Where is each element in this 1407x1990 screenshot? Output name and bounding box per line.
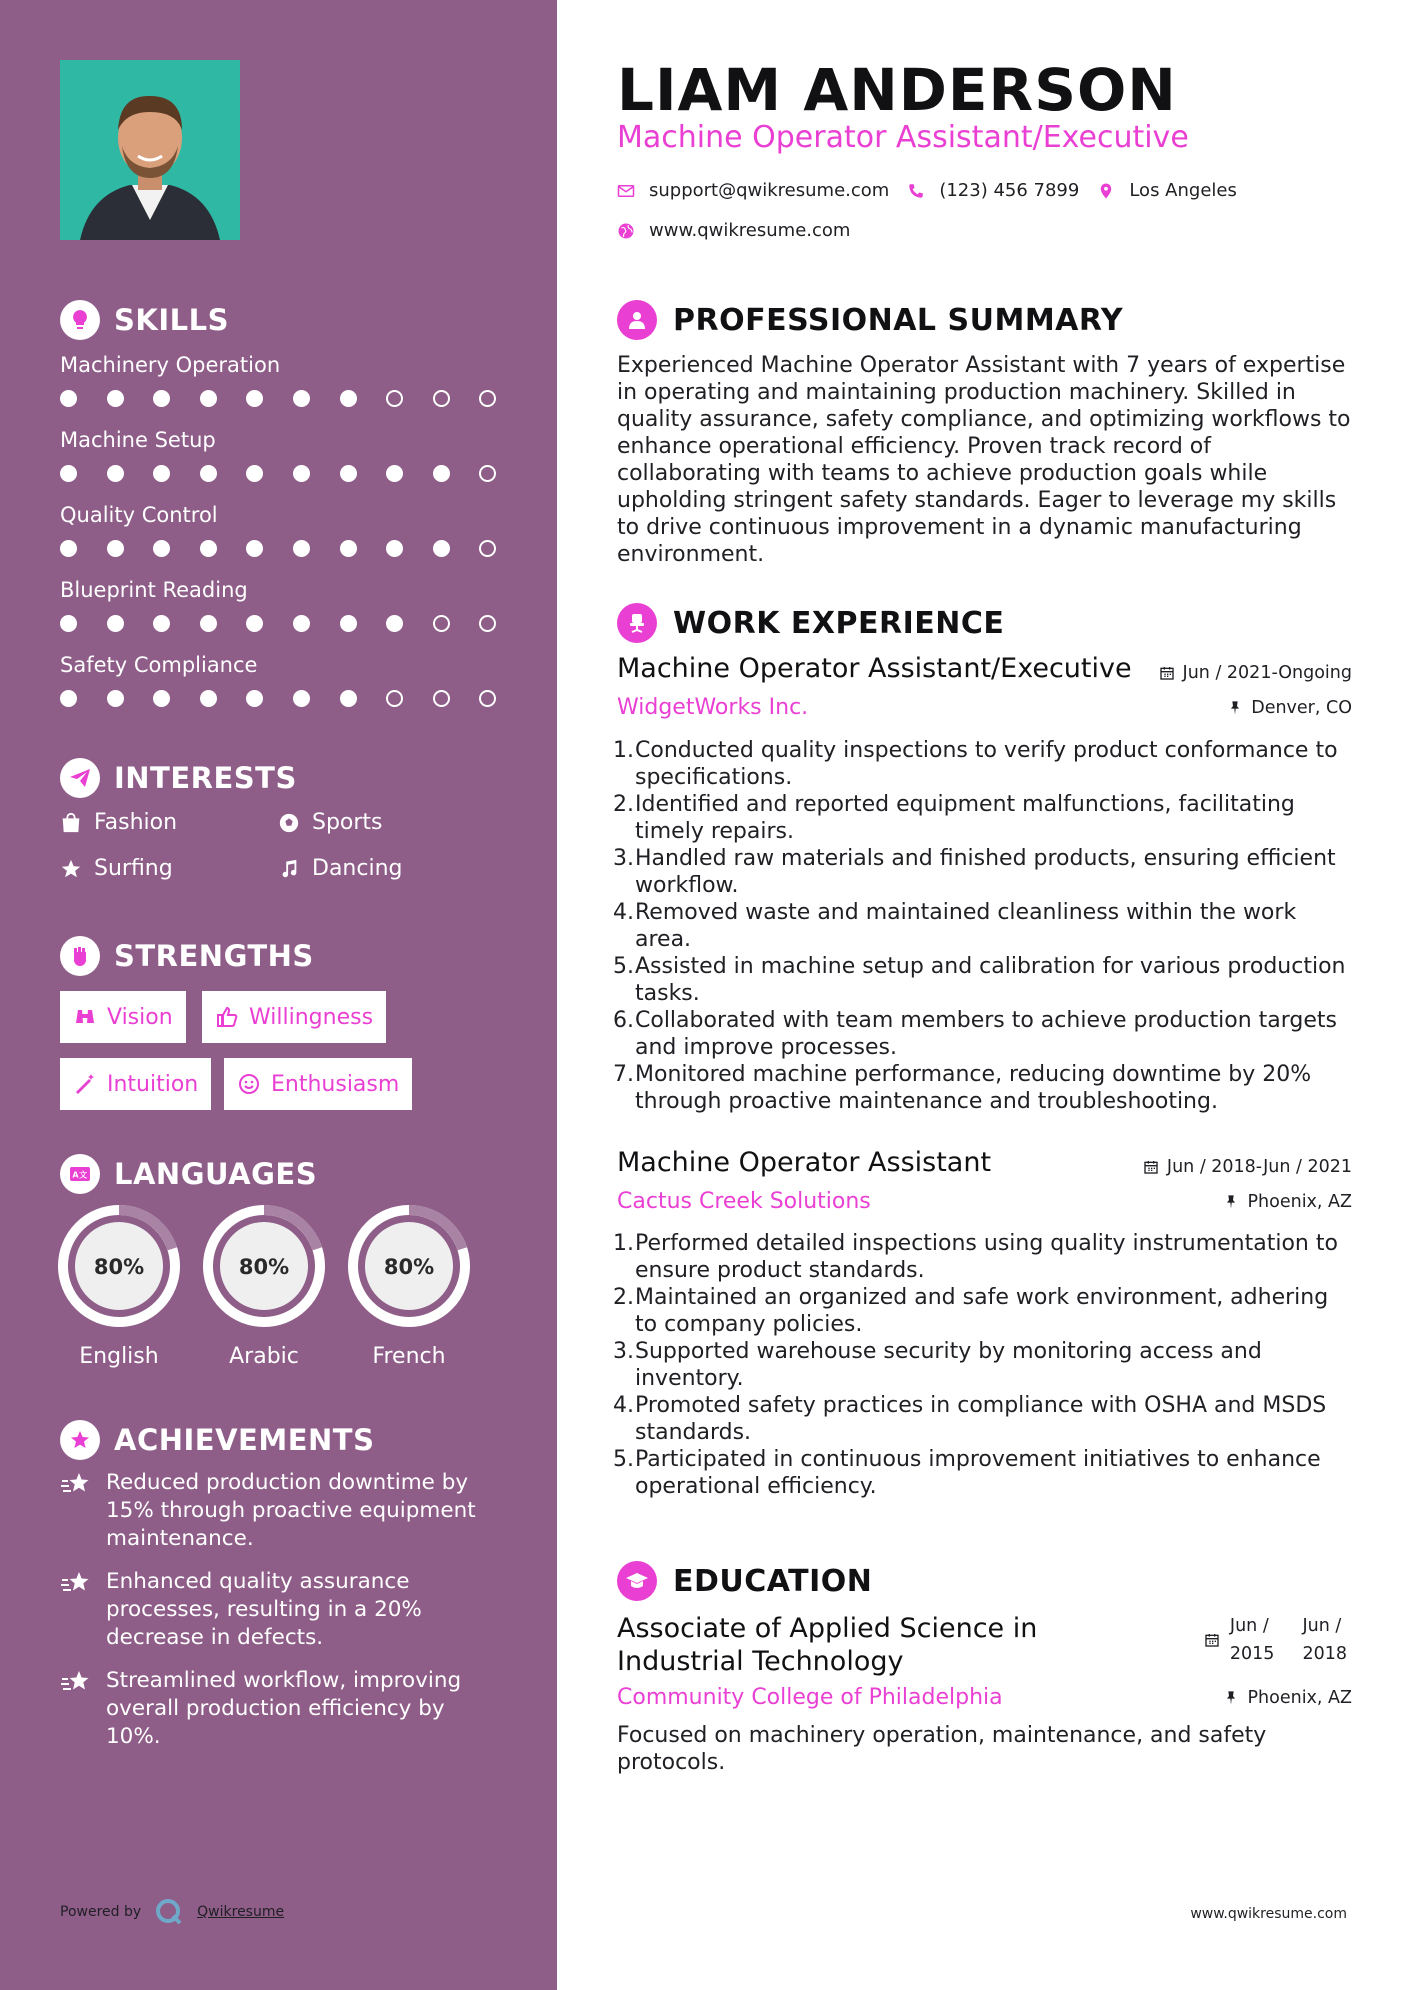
skills-title: SKILLS bbox=[114, 303, 229, 337]
job-location-text: Phoenix, AZ bbox=[1247, 1192, 1352, 1212]
skill-dot-empty bbox=[479, 390, 496, 407]
summary-heading bbox=[617, 300, 1123, 340]
language-name: English bbox=[79, 1344, 159, 1369]
job-bullets bbox=[617, 737, 1357, 1115]
strength-vision bbox=[60, 991, 186, 1043]
fist-icon bbox=[60, 936, 100, 976]
school-name: Community College of Philadelphia bbox=[617, 1685, 1003, 1710]
contact-phone: (123) 456 7899 bbox=[939, 180, 1080, 201]
sidebar bbox=[0, 0, 557, 1990]
skill-dot-filled bbox=[340, 390, 357, 407]
job-dates bbox=[1143, 1157, 1352, 1177]
skill-item bbox=[60, 575, 500, 635]
summary-title: PROFESSIONAL SUMMARY bbox=[673, 302, 1124, 338]
language-percent: 80% bbox=[383, 1255, 435, 1279]
strengths-title: STRENGTHS bbox=[114, 939, 314, 973]
skill-dot-filled bbox=[200, 690, 217, 707]
smile-icon bbox=[237, 1072, 261, 1096]
achievements-title: ACHIEVEMENTS bbox=[114, 1423, 375, 1457]
qwikresume-logo-icon bbox=[155, 1898, 183, 1926]
job-bullet: Performed detailed inspections using quality instrumentation to ensure product standards. bbox=[635, 1231, 1338, 1283]
skill-dot-filled bbox=[107, 465, 124, 482]
globe-icon bbox=[617, 222, 635, 240]
strength-enthusiasm bbox=[224, 1058, 412, 1110]
skill-dot-empty bbox=[479, 615, 496, 632]
skill-dot-filled bbox=[107, 615, 124, 632]
experience-title: WORK EXPERIENCE bbox=[673, 605, 1005, 641]
skill-dot-filled bbox=[60, 540, 77, 557]
skill-dot-filled bbox=[200, 540, 217, 557]
strength-willingness bbox=[202, 991, 386, 1043]
education-start-year: 2015 bbox=[1229, 1644, 1275, 1664]
skill-dot-filled bbox=[153, 615, 170, 632]
job-dates-text: Jun / 2021-Ongoing bbox=[1182, 663, 1352, 683]
skill-dot-filled bbox=[433, 540, 450, 557]
achievements-heading bbox=[60, 1420, 374, 1460]
strength-label: Intuition bbox=[107, 1071, 199, 1097]
graduation-cap-icon bbox=[617, 1561, 657, 1601]
achievement-item bbox=[60, 1469, 500, 1553]
phone-icon bbox=[907, 182, 925, 200]
profile-photo-image bbox=[60, 60, 240, 240]
job-bullet: Maintained an organized and safe work environment, adhering to company policies. bbox=[635, 1285, 1329, 1337]
skill-dot-empty bbox=[479, 540, 496, 557]
skill-dot-filled bbox=[340, 540, 357, 557]
skill-dot-filled bbox=[293, 615, 310, 632]
interest-label: Fashion bbox=[94, 810, 178, 835]
skill-dot-filled bbox=[246, 540, 263, 557]
education-end-year: 2018 bbox=[1302, 1644, 1347, 1664]
calendar-icon bbox=[1159, 665, 1175, 681]
skill-dot-filled bbox=[60, 615, 77, 632]
shooting-star-icon bbox=[60, 1669, 92, 1697]
skill-dot-filled bbox=[200, 615, 217, 632]
skill-dot-filled bbox=[60, 465, 77, 482]
job-bullet: Handled raw materials and finished products, ensuring efficient workflow. bbox=[635, 846, 1336, 898]
skill-dot-filled bbox=[386, 465, 403, 482]
achievement-text: Reduced production downtime by 15% through proactive equipment maintenance. bbox=[106, 1470, 476, 1551]
job-bullets bbox=[617, 1230, 1357, 1500]
job-location bbox=[1227, 698, 1352, 718]
skill-dot-empty bbox=[479, 690, 496, 707]
job-title: Machine Operator Assistant bbox=[617, 1147, 992, 1178]
interest-label: Surfing bbox=[94, 856, 173, 881]
skill-dot-filled bbox=[246, 390, 263, 407]
achievement-item bbox=[60, 1667, 500, 1751]
skill-dot-filled bbox=[246, 615, 263, 632]
skill-dot-filled bbox=[246, 465, 263, 482]
skill-dot-filled bbox=[246, 690, 263, 707]
education-description: Focused on machinery operation, maintenance, and safety protocols. bbox=[617, 1723, 1267, 1775]
contact-email[interactable]: support@qwikresume.com bbox=[649, 180, 890, 201]
job-company: Cactus Creek Solutions bbox=[617, 1189, 871, 1214]
strengths-heading bbox=[60, 936, 314, 976]
interest-sports bbox=[278, 810, 383, 835]
calendar-icon bbox=[1143, 1159, 1159, 1175]
main-content bbox=[617, 0, 1352, 1990]
skill-dot-filled bbox=[386, 615, 403, 632]
language-item bbox=[57, 1204, 181, 1369]
education-end-month: Jun / bbox=[1302, 1616, 1342, 1636]
job-bullet: Identified and reported equipment malfunctions, facilitating timely repairs. bbox=[635, 792, 1295, 844]
strength-label: Vision bbox=[107, 1004, 173, 1030]
skill-dot-filled bbox=[107, 540, 124, 557]
job-bullet: Supported warehouse security by monitoring access and inventory. bbox=[635, 1339, 1262, 1391]
language-item bbox=[202, 1204, 326, 1369]
pushpin-icon bbox=[1227, 700, 1243, 716]
job-bullet: Collaborated with team members to achieve production targets and improve processes. bbox=[635, 1008, 1338, 1060]
language-percent: 80% bbox=[238, 1255, 290, 1279]
candidate-role: Machine Operator Assistant/Executive bbox=[617, 120, 1189, 155]
education-start bbox=[1230, 1612, 1275, 1668]
strength-label: Enthusiasm bbox=[271, 1071, 400, 1097]
skill-dot-filled bbox=[433, 465, 450, 482]
shooting-star-icon bbox=[60, 1570, 92, 1598]
skill-rating bbox=[60, 388, 500, 410]
skill-dot-filled bbox=[386, 540, 403, 557]
experience-heading bbox=[617, 603, 1004, 643]
shopping-bag-icon bbox=[60, 812, 82, 834]
interests-title: INTERESTS bbox=[114, 761, 297, 795]
interests-heading bbox=[60, 758, 297, 798]
skill-rating bbox=[60, 613, 500, 635]
job-location-text: Denver, CO bbox=[1251, 698, 1352, 718]
thumbs-up-icon bbox=[215, 1005, 239, 1029]
paper-plane-icon bbox=[60, 758, 100, 798]
education-title: EDUCATION bbox=[673, 1563, 873, 1599]
powered-by-label: Powered by bbox=[60, 1904, 142, 1920]
achievement-text: Enhanced quality assurance processes, resulting in a 20% decrease in defects. bbox=[106, 1569, 422, 1650]
skill-dot-filled bbox=[340, 615, 357, 632]
job-bullet: Removed waste and maintained cleanliness within the work area. bbox=[635, 900, 1297, 952]
strength-intuition bbox=[60, 1058, 211, 1110]
language-percent: 80% bbox=[93, 1255, 145, 1279]
skill-dot-filled bbox=[153, 390, 170, 407]
binoculars-icon bbox=[73, 1005, 97, 1029]
job-bullet: Monitored machine performance, reducing downtime by 20% through proactive maintenance and troubleshooting. bbox=[635, 1062, 1312, 1114]
skill-dot-filled bbox=[107, 390, 124, 407]
interest-label: Dancing bbox=[312, 856, 403, 881]
skill-dot-empty bbox=[433, 615, 450, 632]
degree-title: Associate of Applied Science in Industrial Technology bbox=[617, 1613, 1038, 1677]
skill-item bbox=[60, 425, 500, 485]
education-end bbox=[1302, 1612, 1347, 1668]
skill-dot-empty bbox=[479, 465, 496, 482]
language-ring bbox=[202, 1204, 326, 1328]
interest-label: Sports bbox=[312, 810, 383, 835]
education-heading bbox=[617, 1561, 872, 1601]
skill-name: Blueprint Reading bbox=[60, 578, 248, 602]
achievement-text: Streamlined workflow, improving overall production efficiency by 10%. bbox=[106, 1668, 462, 1749]
skill-dot-filled bbox=[153, 465, 170, 482]
interest-surfing bbox=[60, 856, 173, 881]
skill-dot-filled bbox=[340, 690, 357, 707]
lightbulb-icon bbox=[60, 300, 100, 340]
job-company: WidgetWorks Inc. bbox=[617, 695, 809, 720]
star-icon bbox=[60, 858, 82, 880]
interest-dancing bbox=[278, 856, 402, 881]
education-location-text: Phoenix, AZ bbox=[1247, 1688, 1352, 1708]
job-location bbox=[1223, 1192, 1352, 1212]
soccer-ball-icon bbox=[278, 812, 300, 834]
skill-item bbox=[60, 500, 500, 560]
skill-rating bbox=[60, 688, 500, 710]
interest-fashion bbox=[60, 810, 177, 835]
skill-item bbox=[60, 350, 500, 410]
contact-website[interactable]: www.qwikresume.com bbox=[649, 220, 851, 241]
envelope-icon bbox=[617, 182, 635, 200]
skill-dot-empty bbox=[386, 690, 403, 707]
languages-heading bbox=[60, 1154, 317, 1194]
skill-name: Machine Setup bbox=[60, 428, 216, 452]
shooting-star-icon bbox=[60, 1471, 92, 1499]
summary-text: Experienced Machine Operator Assistant with 7 years of expertise in operating and maintaining production machinery. Skilled in quality assurance, safety compliance, and optimizing workflows to enhance operational efficiency. Proven track record of collaborating with teams to achieve production goals while upholding stringent safety standards. Eager to leverage my skills to drive continuous improvement in a dynamic manufacturing environment. bbox=[617, 353, 1351, 567]
skill-name: Machinery Operation bbox=[60, 353, 281, 377]
achievement-item bbox=[60, 1568, 500, 1652]
skill-dot-filled bbox=[200, 465, 217, 482]
profile-photo bbox=[60, 60, 240, 240]
job-bullet: Promoted safety practices in compliance with OSHA and MSDS standards. bbox=[635, 1393, 1327, 1445]
language-item bbox=[347, 1204, 471, 1369]
job-bullet: Conducted quality inspections to verify product conformance to specifications. bbox=[635, 738, 1338, 790]
job-dates-text: Jun / 2018-Jun / 2021 bbox=[1166, 1157, 1352, 1177]
skill-rating bbox=[60, 538, 500, 560]
skill-dot-filled bbox=[340, 465, 357, 482]
skill-dot-filled bbox=[60, 690, 77, 707]
skill-dot-filled bbox=[293, 540, 310, 557]
map-pin-icon bbox=[1097, 182, 1115, 200]
user-icon bbox=[617, 300, 657, 340]
office-chair-icon bbox=[617, 603, 657, 643]
job-bullet: Participated in continuous improvement initiatives to enhance operational efficiency. bbox=[635, 1447, 1321, 1499]
skill-dot-filled bbox=[293, 390, 310, 407]
svg-text:A文: A文 bbox=[72, 1170, 88, 1180]
magic-wand-icon bbox=[73, 1072, 97, 1096]
language-name: Arabic bbox=[229, 1344, 299, 1369]
skill-dot-filled bbox=[107, 690, 124, 707]
qwikresume-link[interactable]: Qwikresume bbox=[197, 1904, 285, 1920]
skill-dot-filled bbox=[200, 390, 217, 407]
education-start-month: Jun / bbox=[1229, 1616, 1269, 1636]
contact-location: Los Angeles bbox=[1129, 180, 1237, 201]
skill-rating bbox=[60, 463, 500, 485]
contact-row bbox=[617, 180, 1237, 201]
language-ring bbox=[347, 1204, 471, 1328]
strength-label: Willingness bbox=[249, 1004, 374, 1030]
skill-dot-filled bbox=[293, 465, 310, 482]
education-dates bbox=[1204, 1612, 1347, 1668]
skill-item bbox=[60, 650, 500, 710]
candidate-name: LIAM ANDERSON bbox=[617, 56, 1177, 124]
translate-icon bbox=[60, 1154, 100, 1194]
skill-name: Quality Control bbox=[60, 503, 218, 527]
job-title: Machine Operator Assistant/Executive bbox=[617, 653, 1132, 684]
star-badge-icon bbox=[60, 1420, 100, 1460]
calendar-icon bbox=[1204, 1632, 1220, 1648]
pushpin-icon bbox=[1223, 1194, 1239, 1210]
skill-dot-empty bbox=[433, 690, 450, 707]
skill-dot-empty bbox=[433, 390, 450, 407]
pushpin-icon bbox=[1223, 1690, 1239, 1706]
job-bullet: Assisted in machine setup and calibration for various production tasks. bbox=[635, 954, 1346, 1006]
skill-dot-filled bbox=[293, 690, 310, 707]
music-note-icon bbox=[278, 858, 300, 880]
skill-dot-filled bbox=[60, 390, 77, 407]
skill-dot-filled bbox=[153, 690, 170, 707]
powered-by bbox=[60, 1898, 284, 1926]
skill-dot-empty bbox=[386, 390, 403, 407]
skill-dot-filled bbox=[153, 540, 170, 557]
language-ring bbox=[57, 1204, 181, 1328]
language-name: French bbox=[372, 1344, 446, 1369]
skills-heading bbox=[60, 300, 229, 340]
skill-name: Safety Compliance bbox=[60, 653, 258, 677]
website-row bbox=[617, 220, 850, 241]
languages-title: LANGUAGES bbox=[114, 1157, 318, 1191]
education-location bbox=[1223, 1688, 1352, 1708]
job-dates bbox=[1159, 663, 1352, 683]
footer-url[interactable]: www.qwikresume.com bbox=[1190, 1906, 1347, 1922]
